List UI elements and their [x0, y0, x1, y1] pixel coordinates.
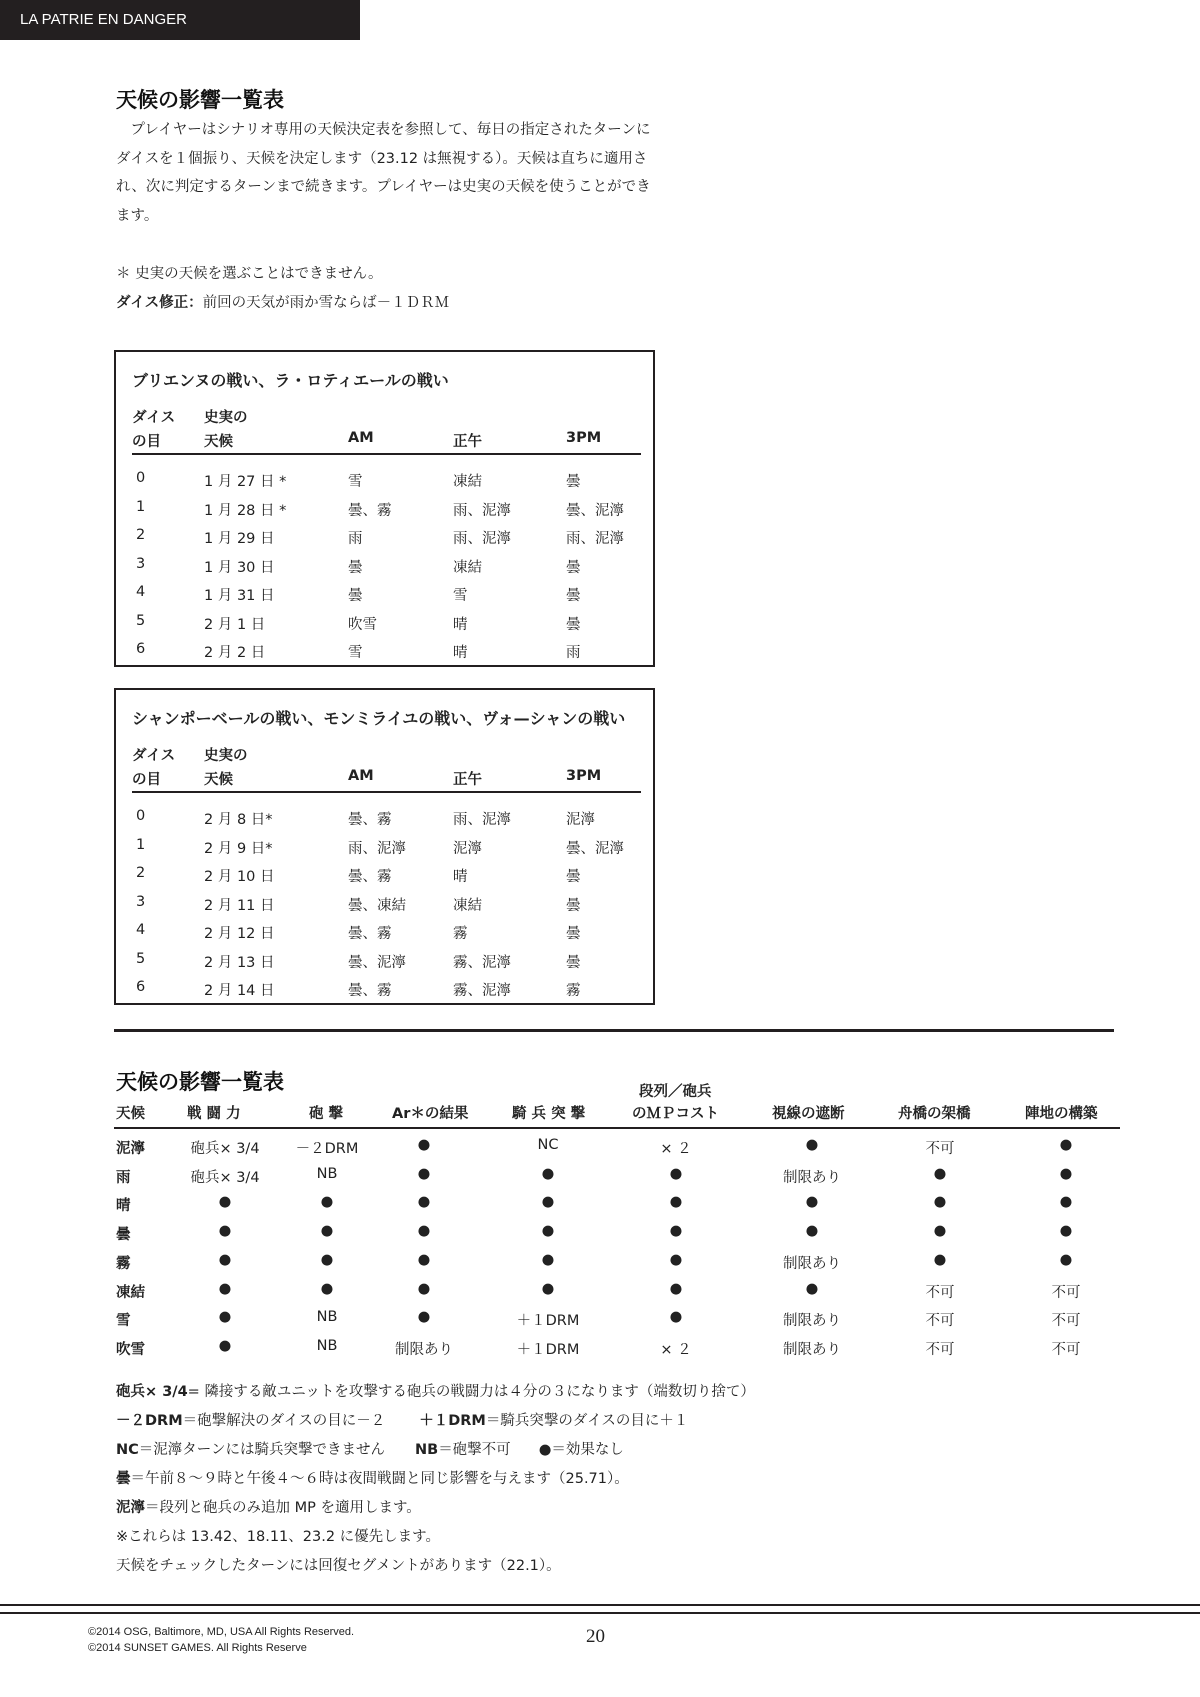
legend-text: ＝泥濘ターンには騎兵突撃できません [138, 1442, 385, 1458]
cell-noon: 霧、泥濘 [453, 983, 511, 999]
cell-combat: ● [218, 1223, 232, 1240]
row-weather: 晴 [116, 1198, 131, 1215]
cell-ar-result: ● [417, 1194, 431, 1211]
row-weather: 雪 [116, 1313, 131, 1330]
cell-combat: 砲兵× 3/4 [190, 1169, 260, 1186]
row-weather: 凍結 [116, 1284, 145, 1301]
cell-date: 2 月 14 日 [204, 983, 275, 999]
cell-bombard: ● [320, 1280, 334, 1297]
cell-pontoon: ● [933, 1223, 947, 1240]
cell-pontoon: 不可 [925, 1284, 955, 1301]
footer-rule [0, 1612, 1200, 1614]
cell-3pm: 雨、泥濘 [566, 531, 624, 547]
cell-pontoon: ● [933, 1251, 947, 1268]
cell-combat: ● [218, 1309, 232, 1326]
cell-los: ● [805, 1137, 819, 1153]
legend-drm [116, 1409, 688, 1430]
header-die2: の目 [132, 772, 161, 788]
legend-label: 泥濘 [116, 1500, 145, 1516]
cell-entrench: ● [1059, 1137, 1073, 1153]
cell-ar-result: ● [417, 1223, 431, 1240]
cell-pontoon: 不可 [925, 1313, 955, 1330]
cell-am: 曇、霧 [348, 502, 392, 519]
cell-bombard: ● [320, 1251, 334, 1268]
cell-mp-cost: ● [669, 1223, 683, 1240]
page-number: 20 [586, 1626, 605, 1647]
header-die: ダイス [132, 748, 176, 764]
header-historical: 史実の [204, 748, 248, 764]
cell-die: 0 [136, 808, 146, 824]
header-rule [132, 791, 641, 793]
legend-recovery: 天候をチェックしたターンには回復セグメントがあります（22.1）。 [116, 1558, 561, 1574]
cell-entrench: ● [1059, 1165, 1073, 1182]
note-die-modifier [116, 291, 449, 312]
cell-mp-cost: ● [669, 1165, 683, 1182]
cell-ar-result: ● [417, 1137, 431, 1153]
table-title: ブリエンヌの戦い、ラ・ロティエールの戦い [132, 371, 449, 390]
row-weather: 泥濘 [116, 1141, 145, 1157]
copyright-line: ©2014 OSG, Baltimore, MD, USA All Rights Reserved. [88, 1626, 355, 1638]
header-tab: LA PATRIE EN DANGER [0, 0, 360, 40]
cell-date: 1 月 27 日 * [204, 474, 287, 490]
cell-mp-cost: ● [669, 1309, 683, 1326]
cell-noon: 晴 [453, 645, 468, 661]
header-am: AM [348, 768, 374, 784]
cell-noon: 凍結 [453, 897, 482, 914]
cell-combat: ● [218, 1251, 232, 1268]
cell-los: 制限あり [783, 1169, 841, 1186]
cell-ar-result: ● [417, 1251, 431, 1268]
section-title: 天候の影響一覧表 [116, 88, 284, 112]
cell-3pm: 曇 [566, 616, 581, 633]
legend-label: 曇 [116, 1471, 131, 1487]
row-weather: 雨 [116, 1169, 131, 1186]
cell-cavalry: ● [541, 1280, 555, 1297]
legend-text: ＝騎兵突撃のダイスの目に＋１ [485, 1413, 689, 1429]
cell-entrench: ● [1059, 1223, 1073, 1240]
cell-noon: 霧 [453, 926, 468, 942]
cell-cavalry: ● [541, 1194, 555, 1211]
legend-overcast [116, 1467, 629, 1488]
col-pontoon: 舟橋の架橋 [898, 1106, 971, 1122]
cell-3pm: 曇 [566, 588, 581, 604]
cell-3pm: 雨 [566, 645, 581, 661]
cell-ar-result: ● [417, 1280, 431, 1297]
intro-text: プレイヤーはシナリオ専用の天候決定表を参照して、毎日の指定されたターンにダイスを１個振り、天候を決定します（23.12 は無視する）。天候は直ちに適用され、次に判定するターンまで続きます。プレイヤーは史実の天候を使うことができます。 [116, 122, 651, 224]
cell-bombard: ● [320, 1194, 334, 1211]
legend-text: ＝段列と砲兵のみ追加 MP を適用します。 [145, 1500, 421, 1516]
cell-am: 曇 [348, 559, 363, 576]
cell-am: 雪 [348, 474, 363, 490]
cell-noon: 雨、泥濘 [453, 531, 511, 547]
col-combat: 戦 闘 力 [187, 1106, 241, 1122]
cell-am: 吹雪 [348, 616, 377, 633]
cell-noon: 泥濘 [453, 840, 482, 857]
cell-date: 2 月 8 日* [204, 812, 273, 828]
cell-cavalry: ● [541, 1165, 555, 1182]
cell-pontoon: ● [933, 1165, 947, 1182]
legend-text: = 隣接する敵ユニットを攻撃する砲兵の戦闘力は４分の３になります（端数切り捨て） [187, 1384, 755, 1400]
header-historical: 史実の [204, 410, 248, 426]
cell-bombard: －２DRM [295, 1141, 359, 1157]
cell-pontoon: 不可 [925, 1141, 955, 1157]
header-die: ダイス [132, 410, 176, 426]
cell-am: 曇、泥濘 [348, 954, 406, 971]
cell-3pm: 霧 [566, 983, 581, 999]
cell-pontoon: 不可 [925, 1341, 955, 1358]
cell-bombard: ● [320, 1223, 334, 1240]
footer-rule [0, 1604, 1200, 1606]
cell-date: 2 月 11 日 [204, 897, 275, 914]
cell-los: 制限あり [783, 1313, 841, 1330]
cell-am: 曇、霧 [348, 983, 392, 999]
header-3pm: 3PM [566, 768, 602, 784]
col-bombard: 砲 撃 [309, 1106, 344, 1122]
cell-cavalry: ＋１DRM [516, 1313, 580, 1330]
legend-nc-nb [116, 1438, 624, 1459]
cell-cavalry: ● [541, 1223, 555, 1240]
cell-bombard: NB [316, 1337, 338, 1354]
cell-am: 曇、霧 [348, 926, 392, 942]
legend-label: －２DRM [116, 1413, 183, 1429]
cell-am: 曇、霧 [348, 812, 392, 828]
cell-cavalry: ＋１DRM [516, 1341, 580, 1358]
col-ar-result: Ar＊の結果 [392, 1106, 469, 1122]
cell-am: 雨 [348, 531, 363, 547]
legend-label: NB [415, 1442, 439, 1458]
cell-combat: ● [218, 1194, 232, 1211]
cell-mp-cost: ● [669, 1280, 683, 1297]
cell-die: 1 [136, 498, 146, 515]
cell-die: 2 [136, 865, 146, 881]
effects-title: 天候の影響一覧表 [116, 1070, 284, 1094]
cell-date: 1 月 30 日 [204, 559, 275, 576]
cell-noon: 凍結 [453, 474, 482, 490]
cell-los: 制限あり [783, 1255, 841, 1272]
cell-bombard: NB [316, 1309, 338, 1326]
cell-die: 5 [136, 612, 146, 629]
section-divider [114, 1029, 1114, 1032]
cell-3pm: 曇 [566, 897, 581, 914]
cell-die: 6 [136, 979, 146, 995]
cell-date: 2 月 12 日 [204, 926, 275, 942]
legend-priority: ※これらは 13.42、18.11、23.2 に優先します。 [116, 1529, 441, 1545]
header-noon: 正午 [453, 772, 482, 788]
cell-date: 1 月 29 日 [204, 531, 275, 547]
intro-paragraph [116, 116, 656, 230]
cell-noon: 晴 [453, 869, 468, 885]
cell-mp-cost: × ２ [660, 1141, 692, 1157]
legend-mud [116, 1496, 421, 1517]
cell-noon: 雪 [453, 588, 468, 604]
cell-date: 1 月 28 日 * [204, 502, 287, 519]
cell-am: 曇、霧 [348, 869, 392, 885]
legend-label: ＋１DRM [419, 1413, 486, 1429]
header-am: AM [348, 430, 374, 446]
cell-die: 2 [136, 527, 146, 543]
cell-die: 1 [136, 836, 146, 853]
cell-die: 5 [136, 950, 146, 967]
cell-entrench: 不可 [1051, 1284, 1081, 1301]
cell-3pm: 曇 [566, 954, 581, 971]
col-mp-cost: 段列／砲兵 [639, 1084, 712, 1100]
cell-3pm: 曇 [566, 559, 581, 576]
cell-am: 雨、泥濘 [348, 840, 406, 857]
cell-bombard: NB [316, 1165, 338, 1182]
weather-table-brienne [114, 350, 655, 667]
cell-noon: 雨、泥濘 [453, 502, 511, 519]
header-noon: 正午 [453, 434, 482, 450]
cell-date: 2 月 10 日 [204, 869, 275, 885]
cell-mp-cost: ● [669, 1251, 683, 1268]
cell-combat: ● [218, 1280, 232, 1297]
cell-los: 制限あり [783, 1341, 841, 1358]
cell-date: 2 月 9 日* [204, 840, 273, 857]
note-die-modifier-text: 前回の天気が雨か雪ならば－１ＤＲＭ [202, 295, 450, 311]
cell-am: 雪 [348, 645, 363, 661]
cell-noon: 雨、泥濘 [453, 812, 511, 828]
row-weather: 吹雪 [116, 1341, 145, 1358]
cell-combat: ● [218, 1337, 232, 1354]
cell-pontoon: ● [933, 1194, 947, 1211]
header-historical2: 天候 [204, 772, 233, 788]
cell-noon: 晴 [453, 616, 468, 633]
copyright-line: ©2014 SUNSET GAMES. All Rights Reserve [88, 1642, 307, 1654]
cell-entrench: ● [1059, 1251, 1073, 1268]
cell-ar-result: 制限あり [395, 1341, 453, 1358]
header-historical2: 天候 [204, 434, 233, 450]
col-cavalry-charge: 騎 兵 突 撃 [512, 1106, 586, 1122]
cell-3pm: 曇 [566, 474, 581, 490]
cell-entrench: 不可 [1051, 1313, 1081, 1330]
cell-die: 3 [136, 893, 146, 910]
row-weather: 曇 [116, 1227, 131, 1244]
col-weather: 天候 [116, 1106, 145, 1122]
header-3pm: 3PM [566, 430, 602, 446]
cell-die: 4 [136, 584, 146, 600]
cell-3pm: 曇 [566, 926, 581, 942]
header-die2: の目 [132, 434, 161, 450]
note-historical: ＊ 史実の天候を選ぶことはできません。 [116, 266, 383, 282]
cell-3pm: 曇、泥濘 [566, 840, 624, 857]
note-die-modifier-label: ダイス修正： [116, 295, 203, 311]
cell-ar-result: ● [417, 1309, 431, 1326]
cell-date: 2 月 2 日 [204, 645, 266, 661]
cell-noon: 凍結 [453, 559, 482, 576]
weather-table-champaubert [114, 688, 655, 1005]
header-rule [132, 453, 641, 455]
table-title: シャンポーベールの戦い、モンミライユの戦い、ヴォ—シャンの戦い [132, 709, 626, 728]
table-header-rule [114, 1127, 1120, 1129]
col-entrench: 陣地の構築 [1025, 1106, 1098, 1122]
cell-los: ● [805, 1194, 819, 1211]
legend-text: ＝砲撃不可 [438, 1442, 511, 1458]
cell-3pm: 曇 [566, 869, 581, 885]
cell-die: 3 [136, 555, 146, 572]
cell-los: ● [805, 1223, 819, 1240]
copyright [88, 1624, 354, 1656]
legend-text: ＝砲撃解決のダイスの目に－２ [182, 1413, 386, 1429]
cell-entrench: 不可 [1051, 1341, 1081, 1358]
cell-cavalry: ● [541, 1251, 555, 1268]
cell-cavalry: NC [537, 1137, 559, 1153]
cell-die: 6 [136, 641, 146, 657]
cell-noon: 霧、泥濘 [453, 954, 511, 971]
legend-text: ●＝効果なし [538, 1442, 624, 1458]
legend-label: 砲兵× 3/4 [116, 1384, 188, 1400]
cell-entrench: ● [1059, 1194, 1073, 1211]
row-weather: 霧 [116, 1255, 131, 1272]
legend-label: NC [116, 1442, 139, 1458]
cell-date: 2 月 13 日 [204, 954, 275, 971]
cell-combat: 砲兵× 3/4 [190, 1141, 260, 1157]
cell-los: ● [805, 1280, 819, 1297]
cell-die: 4 [136, 922, 146, 938]
cell-ar-result: ● [417, 1165, 431, 1182]
legend-artillery [116, 1380, 755, 1401]
cell-die: 0 [136, 470, 146, 486]
legend-text: ＝午前８～９時と午後４～６時は夜間戦闘と同じ影響を与えます（25.71）。 [130, 1471, 629, 1487]
cell-date: 2 月 1 日 [204, 616, 266, 633]
cell-mp-cost: × ２ [660, 1341, 692, 1358]
col-mp-cost2: のＭＰコスト [632, 1106, 719, 1122]
cell-mp-cost: ● [669, 1194, 683, 1211]
col-los-block: 視線の遮断 [772, 1106, 845, 1122]
cell-date: 1 月 31 日 [204, 588, 275, 604]
cell-3pm: 泥濘 [566, 812, 595, 828]
cell-am: 曇、凍結 [348, 897, 406, 914]
cell-3pm: 曇、泥濘 [566, 502, 624, 519]
cell-am: 曇 [348, 588, 363, 604]
